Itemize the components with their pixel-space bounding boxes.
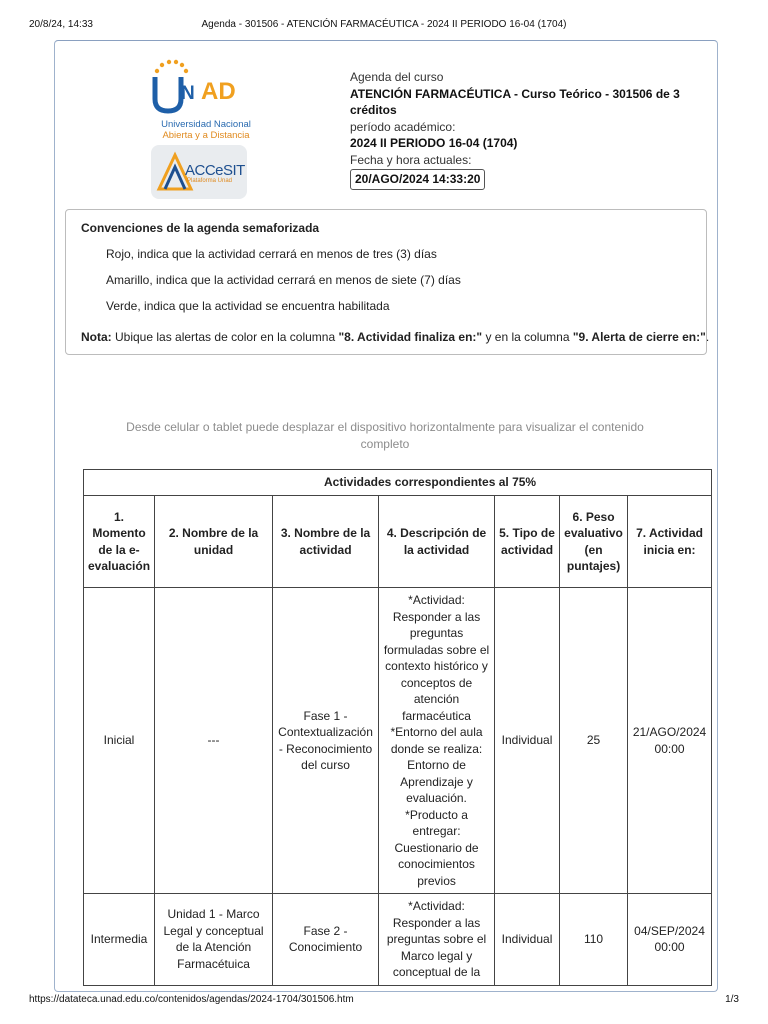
accesit-logo — [151, 145, 247, 199]
header-actividad: 3. Nombre de la actividad — [273, 496, 379, 588]
cell-actividad: Fase 1 - Contextualización - Reconocimiento del curso — [273, 588, 379, 894]
mobile-hint: Desde celular o tablet puede desplazar el dispositivo horizontalmente para visualizar el contenido completo — [126, 420, 644, 451]
unad-line-1: Universidad Nacional — [161, 119, 251, 130]
cell-peso: 110 — [560, 894, 628, 986]
print-datetime: 20/8/24, 14:33 — [29, 19, 93, 30]
agenda-table — [83, 469, 712, 986]
table-header-row — [84, 496, 712, 588]
cell-momento: Intermedia — [84, 894, 155, 986]
header-unidad: 2. Nombre de la unidad — [155, 496, 273, 588]
cell-tipo: Individual — [495, 894, 560, 986]
period-value: 2024 II PERIODO 16-04 (1704) — [350, 136, 518, 150]
print-url: https://datateca.unad.edu.co/contenidos/agendas/2024-1704/301506.htm — [29, 994, 354, 1005]
table-band-title: Actividades correspondientes al 75% — [84, 470, 712, 496]
cell-tipo: Individual — [495, 588, 560, 894]
cell-peso: 25 — [560, 588, 628, 894]
header-tipo: 5. Tipo de actividad — [495, 496, 560, 588]
print-header — [0, 0, 768, 40]
cell-inicia: 04/SEP/2024 00:00 — [628, 894, 712, 986]
header-inicia: 7. Actividad inicia en: — [628, 496, 712, 588]
current-datetime: 20/AGO/2024 14:33:20 — [350, 169, 485, 190]
cell-momento: Inicial — [84, 588, 155, 894]
note-text-2: y en la columna — [482, 330, 573, 344]
accesit-sub: Plataforma Unad — [187, 178, 233, 184]
table-row — [84, 588, 712, 894]
datetime-label: Fecha y hora actuales: — [350, 152, 472, 167]
unad-line-2: Abierta y a Distancia — [162, 130, 250, 141]
agenda-table-scroll[interactable] — [83, 469, 717, 991]
conventions-box — [65, 209, 710, 355]
note-text-3: . — [705, 330, 710, 344]
note-label: Nota: — [81, 330, 112, 344]
header-peso: 6. Peso evaluativo (en puntajes) — [560, 496, 628, 588]
cell-actividad: Fase 2 - Conocimiento — [273, 894, 379, 986]
course-name: ATENCIÓN FARMACÉUTICA - Curso Teórico - 301506 de 3 créditos — [350, 86, 680, 117]
print-title: Agenda - 301506 - ATENCIÓN FARMACÉUTICA - 2024 II PERIODO 16-04 (1704) — [201, 19, 567, 30]
period-label: período académico: — [350, 119, 456, 134]
cell-unidad: Unidad 1 - Marco Legal y conceptual de la Atención Farmacétuica — [155, 894, 273, 986]
cell-descripcion: *Actividad: Responder a las preguntas sobre el Marco legal y conceptual de la — [379, 894, 495, 986]
agenda-label: Agenda del curso — [350, 70, 444, 84]
svg-text:N: N — [181, 83, 195, 104]
conventions-note — [81, 330, 709, 344]
conventions-title: Convenciones de la agenda semaforizada — [81, 221, 320, 235]
note-text-1: Ubique las alertas de color en la columna — [111, 330, 339, 344]
convention-red: Rojo, indica que la actividad cerrará en menos de tres (3) días — [106, 247, 437, 261]
note-col-8: "8. Actividad finaliza en:" — [338, 330, 483, 344]
cell-descripcion: *Actividad: Responder a las preguntas formuladas sobre el contexto histórico y conceptos de atención farmacéutica *Entorno del aula donde se realiza: Entorno de Aprendizaje y evaluación. *Producto a entregar: Cuestionario de conocimientos previos — [379, 588, 495, 894]
course-info — [350, 69, 680, 190]
note-col-9: "9. Alerta de cierre en:" — [572, 330, 706, 344]
cell-inicia: 21/AGO/2024 00:00 — [628, 588, 712, 894]
print-page-number: 1/3 — [725, 994, 739, 1005]
table-row — [84, 894, 712, 986]
accesit-text: ACCeSIT — [185, 162, 245, 179]
header-momento: 1. Momento de la e-evaluación — [84, 496, 155, 588]
agenda-card — [54, 40, 718, 992]
cell-unidad: --- — [155, 588, 273, 894]
header-descripcion: 4. Descripción de la actividad — [379, 496, 495, 588]
convention-yellow: Amarillo, indica que la actividad cerrará en menos de siete (7) días — [106, 273, 461, 287]
svg-text:AD: AD — [201, 78, 236, 105]
convention-green: Verde, indica que la actividad se encuentra habilitada — [106, 299, 390, 313]
